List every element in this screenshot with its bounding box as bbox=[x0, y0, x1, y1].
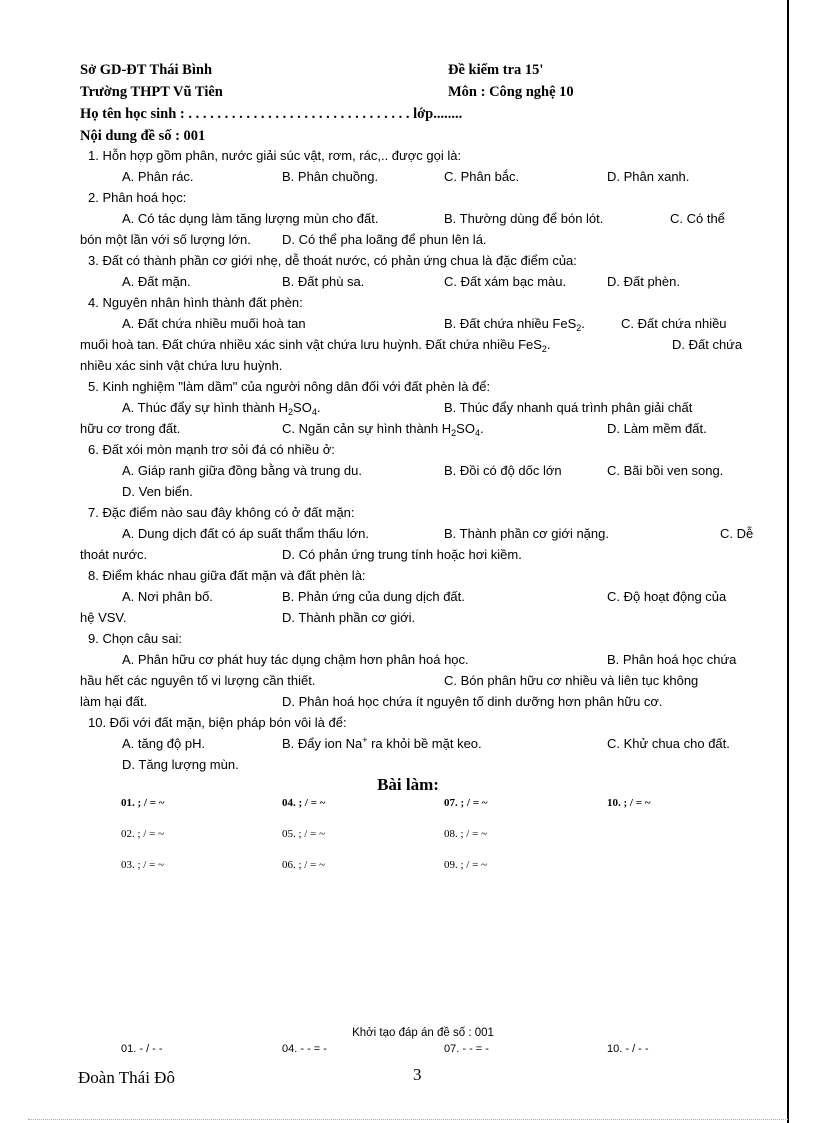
answer-02: 02. ; / = ~ bbox=[121, 828, 165, 840]
answer-04: 04. ; / = ~ bbox=[282, 797, 326, 809]
answer-07: 07. ; / = ~ bbox=[444, 797, 488, 809]
key-04: 04. - - = - bbox=[282, 1043, 327, 1055]
question-4: 4. Nguyên nhân hình thành đất phèn: bbox=[88, 295, 303, 310]
q3-option-c: C. Đất xám bạc màu. bbox=[444, 274, 567, 289]
q1-option-a: A. Phân rác. bbox=[122, 169, 194, 184]
answer-09: 09. ; / = ~ bbox=[444, 859, 488, 871]
q9-option-a: A. Phân hữu cơ phát huy tác dụng chậm hơn phân hoá học. bbox=[122, 652, 469, 667]
question-10: 10. Đối với đất mặn, biện pháp bón vôi là để: bbox=[88, 715, 347, 730]
question-6: 6. Đất xói mòn mạnh trơ sỏi đá có nhiều ở: bbox=[88, 442, 335, 457]
q2-option-a: A. Có tác dụng làm tăng lượng mùn cho đất. bbox=[122, 211, 379, 226]
answer-06: 06. ; / = ~ bbox=[282, 859, 326, 871]
q4-option-d: D. Đất chứa bbox=[672, 337, 743, 352]
q7-option-b: B. Thành phần cơ giới nặng. bbox=[444, 526, 609, 541]
bottom-dotted-rule bbox=[28, 1119, 788, 1120]
q4-option-c: C. Đất chứa nhiều bbox=[621, 316, 727, 331]
answer-key-title: Khởi tạo đáp án đề số : 001 bbox=[352, 1027, 494, 1039]
q9-option-c: C. Bón phân hữu cơ nhiều và liên tục không bbox=[444, 673, 699, 688]
question-7: 7. Đặc điểm nào sau đây không có ở đất mặn: bbox=[88, 505, 355, 520]
q5-option-b-cont: hữu cơ trong đất. bbox=[80, 421, 181, 436]
q6-option-d: D. Ven biển. bbox=[122, 484, 193, 499]
school-name: Trường THPT Vũ Tiên bbox=[80, 84, 223, 100]
content-number: Nội dung đề số : 001 bbox=[80, 128, 206, 144]
q9-option-b-cont: hầu hết các nguyên tố vi lượng cần thiết. bbox=[80, 673, 316, 688]
q5-option-c: C. Ngăn cản sự hình thành $H_2SO_4$. bbox=[282, 421, 484, 438]
q10-option-d: D. Tăng lượng mùn. bbox=[122, 757, 239, 772]
answer-section-title: Bài làm: bbox=[377, 775, 439, 794]
q1-option-d: D. Phân xanh. bbox=[607, 169, 690, 184]
q4-option-b: B. Đất chứa nhiều FeS$_2$. bbox=[444, 316, 585, 333]
question-5: 5. Kinh nghiệm "làm dầm" của người nông dân đối với đất phèn là để: bbox=[88, 379, 491, 394]
q3-option-a: A. Đất mặn. bbox=[122, 274, 191, 289]
question-2: 2. Phân hoá học: bbox=[88, 190, 187, 205]
q10-option-a: A. tăng độ pH. bbox=[122, 736, 206, 751]
q10-option-c: C. Khử chua cho đất. bbox=[607, 736, 730, 751]
student-name-line: Họ tên học sinh : . . . . . . . . . . . . . . . . . . . . . . . . . . . . . . . lớp........ bbox=[80, 106, 463, 122]
author-name: Đoàn Thái Đô bbox=[78, 1068, 175, 1087]
key-01: 01. - / - - bbox=[121, 1043, 163, 1055]
q9-option-d: D. Phân hoá học chứa ít nguyên tố dinh dưỡng hơn phân hữu cơ. bbox=[282, 694, 663, 709]
q8-option-b: B. Phản ứng của dung dịch đất. bbox=[282, 589, 465, 604]
q10-option-b: B. Đẩy ion Na+ ra khỏi bề mặt keo. bbox=[282, 735, 482, 751]
q7-option-c: C. Dễ bbox=[720, 526, 754, 541]
key-10: 10. - / - - bbox=[607, 1043, 649, 1055]
exam-title: Đề kiểm tra 15' bbox=[448, 62, 544, 78]
right-border-rule bbox=[787, 0, 789, 1123]
q8-option-c-cont: hệ VSV. bbox=[80, 610, 127, 625]
q6-option-b: B. Đồi có độ dốc lớn bbox=[444, 463, 562, 478]
q2-option-b: B. Thường dùng để bón lót. bbox=[444, 211, 604, 226]
q7-option-a: A. Dung dịch đất có áp suất thẩm thấu lớn. bbox=[122, 526, 370, 541]
answer-03: 03. ; / = ~ bbox=[121, 859, 165, 871]
department-name: Sở GD-ĐT Thái Bình bbox=[80, 62, 213, 78]
q8-option-c: C. Độ hoạt động của bbox=[607, 589, 727, 604]
page-number: 3 bbox=[413, 1065, 422, 1084]
subject-name: Môn : Công nghệ 10 bbox=[448, 84, 574, 100]
answer-05: 05. ; / = ~ bbox=[282, 828, 326, 840]
q8-option-a: A. Nơi phân bố. bbox=[122, 589, 213, 604]
q7-option-c-cont: thoát nước. bbox=[80, 547, 148, 562]
q6-option-a: A. Giáp ranh giữa đồng bằng và trung du. bbox=[122, 463, 362, 478]
q3-option-b: B. Đất phù sa. bbox=[282, 274, 365, 289]
q2-option-c-cont: bón một lần với số lượng lớn. bbox=[80, 232, 251, 247]
question-9: 9. Chọn câu sai: bbox=[88, 631, 182, 646]
question-3: 3. Đất có thành phần cơ giới nhẹ, dễ thoát nước, có phản ứng chua là đặc điểm của: bbox=[88, 253, 577, 268]
answer-01: 01. ; / = ~ bbox=[121, 797, 165, 809]
q1-option-b: B. Phân chuồng. bbox=[282, 169, 379, 184]
q7-option-d: D. Có phản ứng trung tính hoặc hơi kiềm. bbox=[282, 547, 522, 562]
answer-10: 10. ; / = ~ bbox=[607, 797, 651, 809]
q9-option-c-cont: làm hại đất. bbox=[80, 694, 148, 709]
q9-option-b: B. Phân hoá học chứa bbox=[607, 652, 737, 667]
question-8: 8. Điểm khác nhau giữa đất mặn và đất phèn là: bbox=[88, 568, 366, 583]
q3-option-d: D. Đất phèn. bbox=[607, 274, 680, 289]
q2-option-d: D. Có thể pha loãng để phun lên lá. bbox=[282, 232, 487, 247]
q6-option-c: C. Bãi bồi ven song. bbox=[607, 463, 724, 478]
q4-option-a: A. Đất chứa nhiều muối hoà tan bbox=[122, 316, 306, 331]
q5-option-d: D. Làm mềm đất. bbox=[607, 421, 707, 436]
question-1: 1. Hỗn hợp gồm phân, nước giải súc vật, rơm, rác,.. được gọi là: bbox=[88, 148, 462, 163]
q1-option-c: C. Phân bắc. bbox=[444, 169, 520, 184]
q4-option-d-cont: nhiều xác sinh vật chứa lưu huỳnh. bbox=[80, 358, 283, 373]
q8-option-d: D. Thành phần cơ giới. bbox=[282, 610, 416, 625]
answer-08: 08. ; / = ~ bbox=[444, 828, 488, 840]
q4-option-c-cont: muối hoà tan. Đất chứa nhiều xác sinh vật chứa lưu huỳnh. Đất chứa nhiều FeS$_2$. bbox=[80, 337, 551, 354]
key-07: 07. - - = - bbox=[444, 1043, 489, 1055]
q2-option-c: C. Có thể bbox=[670, 211, 725, 226]
q5-option-a: A. Thúc đẩy sự hình thành $H_2SO_4$. bbox=[122, 400, 321, 417]
q5-option-b: B. Thúc đẩy nhanh quá trình phân giải chất bbox=[444, 400, 693, 415]
